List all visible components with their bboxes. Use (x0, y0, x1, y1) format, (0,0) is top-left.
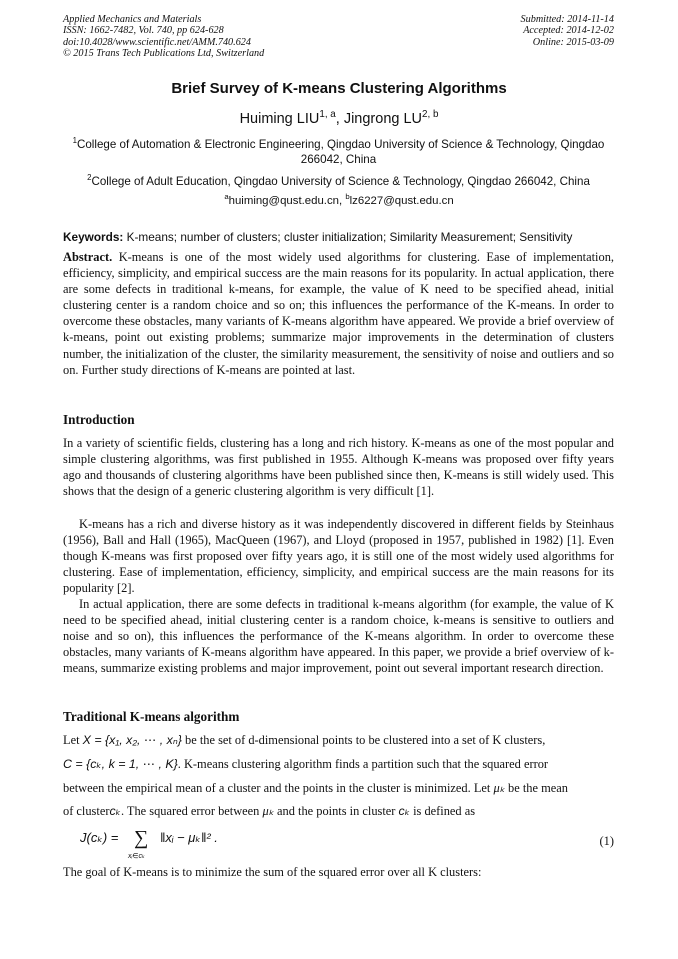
affiliation-2-text: College of Adult Education, Qingdao University of Science & Technology, Qingdao 266042, China (91, 175, 590, 188)
set-c-math: C = {cₖ, k = 1, ⋯ , K} (63, 757, 178, 771)
definition-line-1 (63, 732, 614, 748)
line-4-mid2: and the points in cluster (273, 804, 399, 818)
affiliation-2-sup: 2 (87, 173, 92, 183)
line-3-post: be the mean (504, 781, 568, 795)
journal-copyright: © 2015 Trans Tech Publications Ltd, Switzerland (63, 48, 265, 60)
line-2-post: . K-means clustering algorithm finds a partition such that the squared error (177, 757, 549, 771)
keywords-label: Keywords: (63, 230, 124, 244)
email-b[interactable]: lz6227@qust.edu.cn (349, 195, 454, 207)
paper-title: Brief Survey of K-means Clustering Algorithms (171, 80, 507, 97)
email-b-sup: b (345, 192, 350, 202)
line-1-pre: Let (63, 733, 83, 747)
goal-sentence: The goal of K-means is to minimize the sum of the squared error over all K clusters: (63, 865, 482, 879)
line-3-pre: between the empirical mean of a cluster and the points in the cluster is minimized. Let (63, 781, 494, 795)
affiliation-1 (63, 138, 614, 167)
submitted-date: Submitted: 2014-11-14 (520, 14, 614, 25)
journal-doi[interactable]: doi:10.4028/www.scientific.net/AMM.740.624 (63, 36, 251, 48)
journal-header-left (63, 14, 264, 60)
summation-subscript: xᵢ∈cₖ (128, 853, 145, 860)
line-4-pre: of cluster (63, 804, 110, 818)
line-4-post: is defined as (410, 804, 476, 818)
line-1-post: be the set of d-dimensional points to be clustered into a set of K clusters, (181, 733, 546, 747)
author-2: Jingrong LU (343, 111, 423, 127)
abstract (63, 249, 614, 378)
email-line: $^a$huiming@qust.edu.cn, $^b$lz6227@qust.edu.cn (224, 192, 454, 207)
accepted-date: Accepted: 2014-12-02 (523, 25, 614, 37)
mu-k-math-2: μₖ (262, 804, 274, 818)
c-k-math-2: cₖ (398, 804, 411, 818)
affiliation-2 (63, 175, 614, 190)
author-1-sup: 1, a (319, 109, 336, 121)
equation-1-lhs: J(cₖ) = (80, 830, 119, 845)
definition-line-4 (63, 803, 614, 819)
mu-k-math: μₖ (493, 781, 505, 795)
definition-line-2 (63, 756, 614, 772)
online-date: Online: 2015-03-09 (532, 36, 614, 48)
journal-name: Applied Mechanics and Materials (63, 14, 202, 25)
traditional-kmeans-heading: Traditional K-means algorithm (63, 709, 240, 724)
journal-header-right (521, 14, 614, 48)
abstract-text: K-means is one of the most widely used algorithms for clustering. Ease of implementation, efficiency, simplicity, and empirical success are the main reasons for its popularity. In actual application, there are some defects in traditional k-means, for example, the value of K need to be specified ahead, initial clustering center is a random choice and so on; this influences the performance of the K-means. In order to overcome these obstacles, many variants of K-means algorithm have appeared. We provide a brief overview of k-means, point out existing problems; summarize major improvements in the determination of clusters number, the initialization of the cluster, the similarity measurement, the sensitivity of noise and outliers and so on. Further study directions of K-means are pointed at last. (63, 250, 614, 377)
introduction-heading: Introduction (63, 412, 135, 427)
intro-paragraph-1: In a variety of scientific fields, clustering has a long and rich history. K-means as one of the most popular and simple clustering algorithms, was first published in 1955. Although K-means was proposed over fifty years ago and thousands of clustering algorithms have been published since then, K-means is still widely used. This shows that the design of a generic clustering algorithm is very difficult [1]. (63, 436, 614, 499)
author-separator: , (335, 111, 344, 127)
equation-1-number: (1) (599, 834, 614, 848)
keywords (63, 230, 614, 244)
summation-sign: ∑ (134, 827, 149, 849)
journal-issn: ISSN: 1662-7482, Vol. 740, pp 624-628 (63, 25, 224, 37)
affiliation-1-text: College of Automation & Electronic Engineering, Qingdao University of Science & Technology, Qingdao 266042, China (76, 138, 605, 166)
affiliation-1-sup: 1 (72, 136, 77, 146)
abstract-label: Abstract. (63, 250, 113, 264)
intro-paragraph-2: K-means has a rich and diverse history as it was independently discovered in different fields by Steinhaus (1956), Ball and Hall (1965), MacQueen (1967), and Lloyd (proposed in 1957, published in 1982) [1]. Even though K-means was first proposed over fifty years ago, it is still one of the most widely used algorithms for clustering. Ease of implementation, efficiency, simplicity, and empirical success are the main reasons for its popularity [2]. (63, 517, 614, 596)
c-k-math-1: cₖ (109, 804, 121, 818)
email-a[interactable]: huiming@qust.edu.cn (228, 195, 339, 207)
author-line (0, 111, 678, 127)
equation-1-rhs: ‖xᵢ − μₖ‖² . (160, 830, 218, 845)
set-x-math: X = {x₁, x₂, ⋯ , xₙ} (82, 733, 182, 747)
line-4-mid: . The squared error between (120, 804, 263, 818)
email-a-sup: a (224, 192, 229, 202)
author-2-sup: 2, b (422, 109, 439, 121)
intro-paragraph-3: In actual application, there are some defects in traditional k-means algorithm (for example, the value of K need to be specified ahead, initial clustering center is a random choice, k-means is sensitive to outliers and noise and so on), this influences the performance of the K-means algorithm. In order to overcome these obstacles, many variants of K-means algorithm have appeared. In this paper, we provide a brief overview of k-means, summarize existing problems and major improvement, point out several important research direction. (63, 597, 614, 676)
keywords-text: K-means; number of clusters; cluster initialization; Similarity Measurement; Sensitivity (123, 230, 573, 244)
definition-line-3 (63, 780, 614, 796)
author-1: Huiming LIU (239, 111, 320, 127)
